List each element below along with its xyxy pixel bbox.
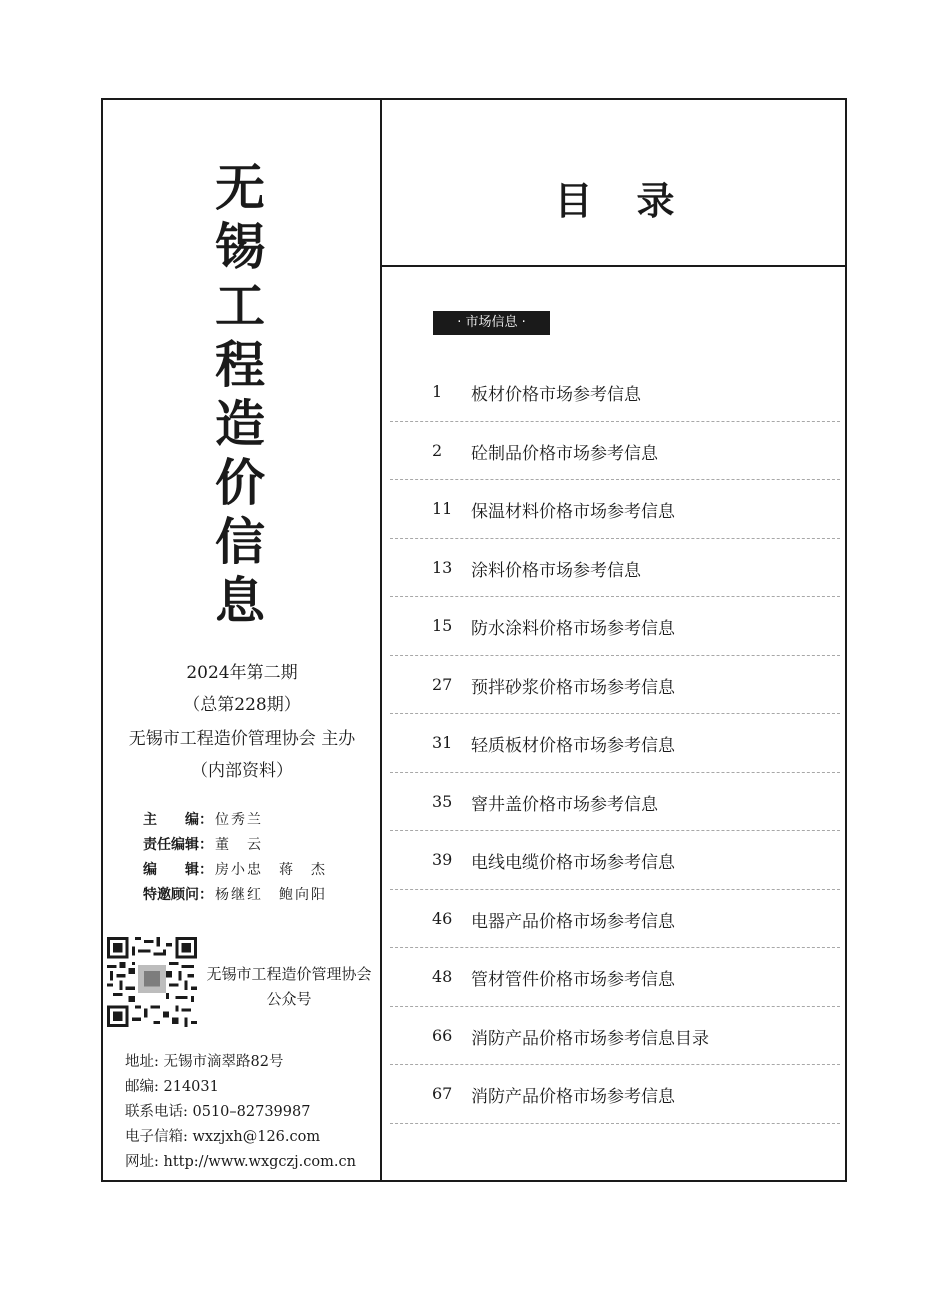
toc-page-number: 31	[432, 733, 453, 752]
toc-item[interactable]	[390, 656, 840, 715]
credit-value: 房小忠 蒋 杰	[215, 862, 327, 878]
toc-entry-title: 预拌砂浆价格市场参考信息	[471, 677, 675, 698]
toc-item[interactable]	[390, 539, 840, 598]
title-char: 信	[215, 512, 265, 571]
toc-entry-title: 防水涂料价格市场参考信息	[471, 619, 675, 639]
toc-item[interactable]	[390, 773, 840, 832]
toc-item[interactable]	[390, 363, 840, 422]
internal-note: （内部资料）	[191, 761, 293, 781]
contact-website: 网址: http://www.wxgczj.com.cn	[125, 1154, 356, 1170]
toc-page-number: 35	[432, 791, 453, 811]
toc-page-number: 66	[432, 1025, 453, 1045]
toc-entry-title: 板材价格市场参考信息	[471, 385, 641, 405]
title-char: 造	[215, 394, 265, 453]
sponsor: 无锡市工程造价管理协会 主办	[128, 729, 356, 749]
credit-label: 编 辑：	[143, 862, 213, 878]
toc-item[interactable]	[390, 480, 840, 539]
toc-entry-title: 电器产品价格市场参考信息	[471, 911, 675, 932]
title-char: 无	[215, 158, 265, 217]
issue-number: 2024年第二期	[186, 663, 298, 683]
toc-page-number: 15	[432, 616, 453, 635]
contact-email: 电子信箱: wxzjxh@126.com	[125, 1129, 321, 1145]
toc-page-number: 46	[432, 908, 453, 928]
credit-row	[143, 808, 327, 833]
toc-item[interactable]	[390, 1007, 840, 1066]
credit-label: 主 编：	[143, 812, 213, 828]
credit-value: 位秀兰	[215, 812, 263, 828]
title-char: 息	[215, 571, 265, 630]
title-divider	[382, 265, 847, 267]
toc-item[interactable]	[390, 714, 840, 773]
toc-entry-title: 消防产品价格市场参考信息目录	[471, 1028, 709, 1049]
title-char: 程	[215, 335, 265, 394]
column-divider	[380, 98, 382, 1182]
toc-item[interactable]	[390, 831, 840, 890]
contact-info	[125, 1050, 356, 1175]
editorial-credits	[143, 808, 327, 908]
credit-value: 董 云	[215, 837, 263, 853]
credit-row	[143, 883, 327, 908]
credit-label: 责任编辑：	[143, 837, 213, 853]
toc-entry-title: 涂料价格市场参考信息	[471, 560, 641, 581]
toc-entry-title: 电线电缆价格市场参考信息	[471, 853, 675, 873]
qr-code-icon	[107, 937, 197, 1027]
toc-page-number: 48	[432, 967, 453, 986]
toc-item[interactable]	[390, 890, 840, 949]
toc-entry-title: 轻质板材价格市场参考信息	[471, 736, 675, 756]
toc-entry-title: 消防产品价格市场参考信息	[471, 1087, 675, 1107]
toc-entry-title: 窨井盖价格市场参考信息	[471, 794, 658, 815]
contact-phone: 联系电话: 0510–82739987	[125, 1104, 311, 1120]
credit-value: 杨继红 鲍向阳	[215, 887, 327, 903]
toc-page-number: 1	[432, 382, 443, 401]
toc-item[interactable]	[390, 597, 840, 656]
credit-row	[143, 858, 327, 883]
toc-entry-title: 管材管件价格市场参考信息	[471, 970, 675, 990]
toc-page-number: 27	[432, 674, 453, 694]
toc-page-number: 11	[432, 499, 453, 518]
title-char: 工	[215, 276, 265, 335]
toc-page-number: 13	[432, 557, 453, 577]
credit-row	[143, 833, 327, 858]
toc-page-number: 67	[432, 1084, 453, 1103]
title-char: 价	[215, 453, 265, 512]
toc-title: 目录	[554, 178, 719, 223]
toc-entry-title: 保温材料价格市场参考信息	[471, 502, 675, 522]
magazine-title	[205, 158, 275, 630]
contact-address: 地址: 无锡市滴翠路82号	[125, 1054, 284, 1070]
qr-caption-line: 无锡市工程造价管理协会	[206, 965, 372, 983]
toc-page-number: 2	[432, 440, 443, 460]
total-issue: （总第228期）	[183, 695, 301, 715]
toc-item[interactable]	[390, 1065, 840, 1124]
section-badge: · 市场信息 ·	[433, 311, 550, 335]
title-char: 锡	[215, 217, 265, 276]
toc-page-number: 39	[432, 850, 453, 869]
qr-caption	[199, 962, 379, 1012]
qr-caption-line: 公众号	[266, 990, 312, 1008]
toc-list	[390, 363, 840, 1124]
credit-label: 特邀顾问：	[143, 887, 213, 903]
toc-item[interactable]	[390, 422, 840, 481]
toc-entry-title: 砼制品价格市场参考信息	[471, 443, 658, 464]
contact-postcode: 邮编: 214031	[125, 1079, 219, 1095]
toc-item[interactable]	[390, 948, 840, 1007]
